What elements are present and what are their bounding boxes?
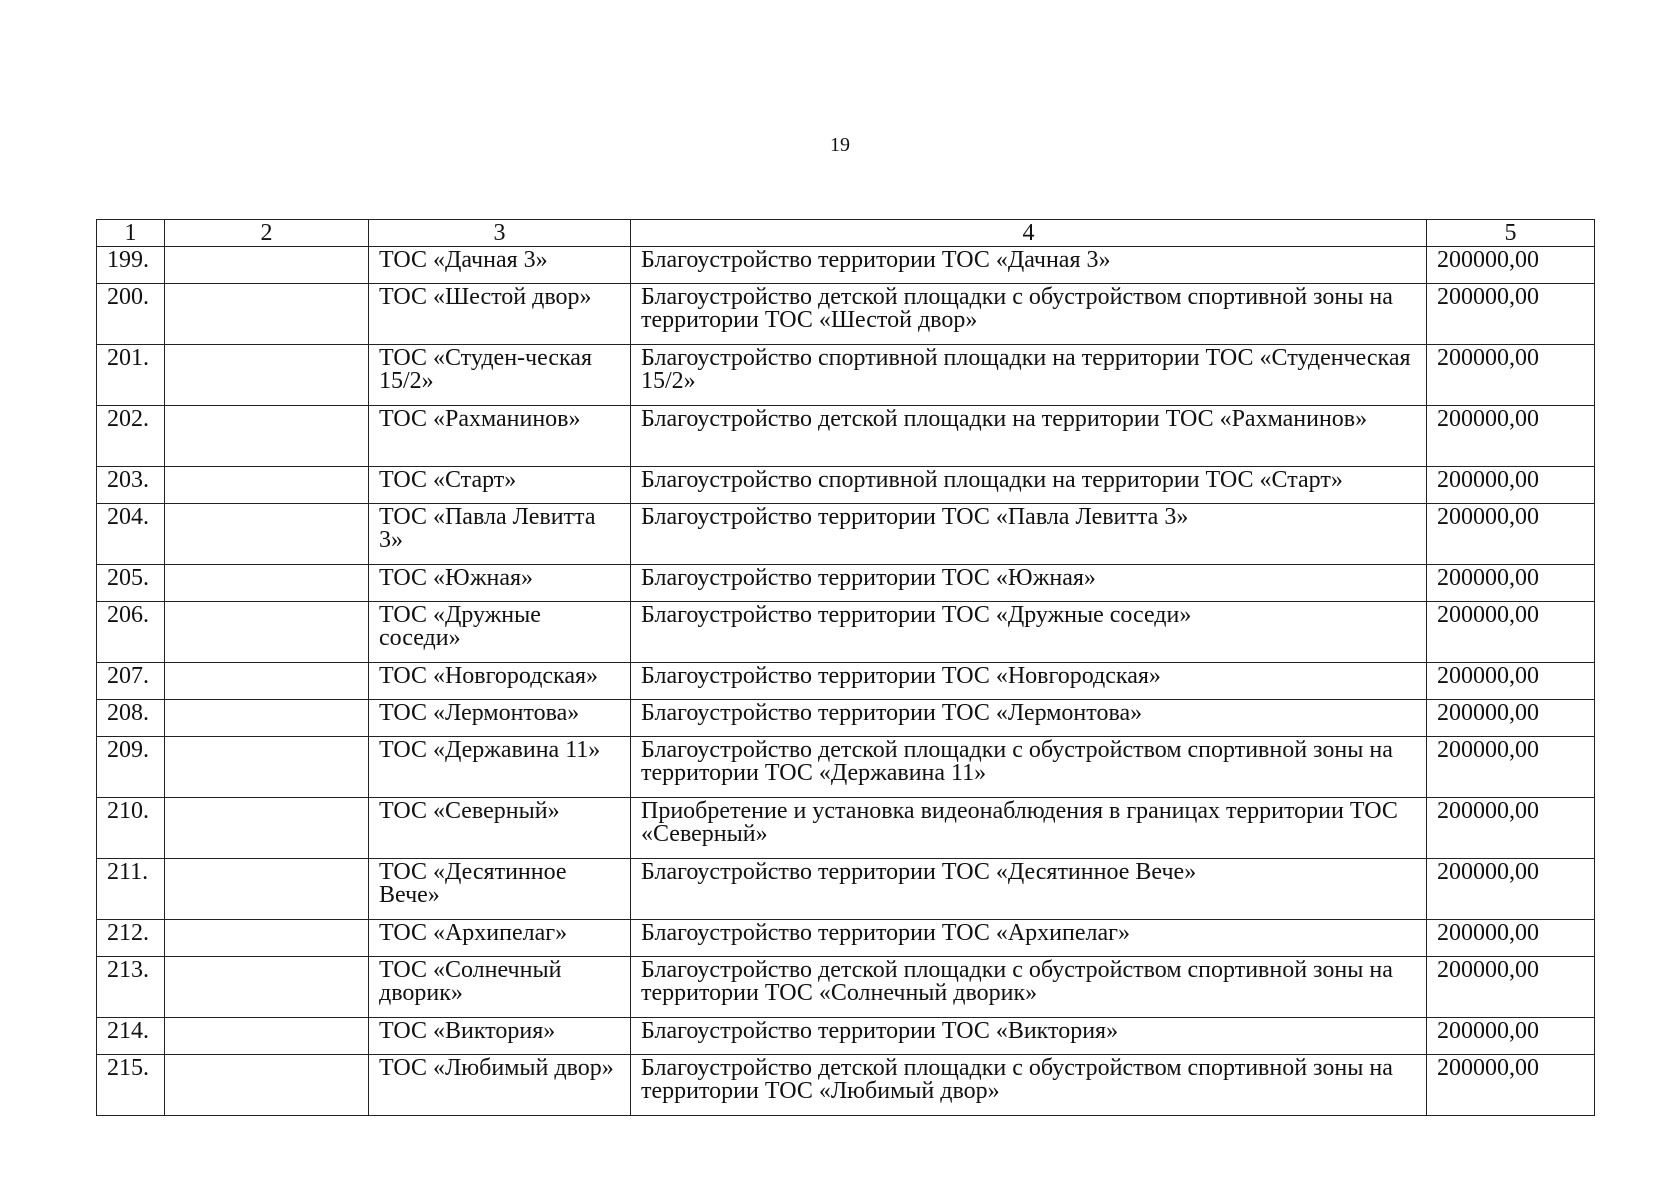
row-description: Благоустройство территории ТОС «Дачная 3» — [631, 247, 1427, 284]
row-amount: 200000,00 — [1427, 957, 1595, 1018]
row-description: Благоустройство детской площадки с обустройством спортивной зоны на территории ТОС «Солнечный дворик» — [631, 957, 1427, 1018]
row-amount: 200000,00 — [1427, 700, 1595, 737]
table-row — [97, 920, 1595, 957]
row-tos-name: ТОС «Павла Левитта 3» — [369, 504, 631, 565]
row-tos-name: ТОС «Архипелаг» — [369, 920, 631, 957]
table-row — [97, 504, 1595, 565]
row-number: 201. — [97, 345, 165, 406]
row-tos-name: ТОС «Лермонтова» — [369, 700, 631, 737]
row-description: Благоустройство спортивной площадки на территории ТОС «Студенческая 15/2» — [631, 345, 1427, 406]
row-col2 — [165, 700, 369, 737]
table-row — [97, 345, 1595, 406]
row-amount: 200000,00 — [1427, 565, 1595, 602]
row-col2 — [165, 467, 369, 504]
header-col-2: 2 — [165, 220, 369, 247]
table-body — [97, 247, 1595, 1116]
row-tos-name: ТОС «Любимый двор» — [369, 1055, 631, 1116]
table-row — [97, 565, 1595, 602]
table-row — [97, 663, 1595, 700]
row-amount: 200000,00 — [1427, 663, 1595, 700]
row-col2 — [165, 859, 369, 920]
table-row — [97, 1018, 1595, 1055]
row-amount: 200000,00 — [1427, 406, 1595, 467]
row-description: Благоустройство детской площадки на территории ТОС «Рахманинов» — [631, 406, 1427, 467]
row-tos-name: ТОС «Державина 11» — [369, 737, 631, 798]
row-col2 — [165, 247, 369, 284]
row-description: Благоустройство территории ТОС «Лермонтова» — [631, 700, 1427, 737]
row-number: 208. — [97, 700, 165, 737]
row-tos-name: ТОС «Южная» — [369, 565, 631, 602]
row-description: Благоустройство территории ТОС «Новгородская» — [631, 663, 1427, 700]
table-row — [97, 700, 1595, 737]
row-col2 — [165, 798, 369, 859]
row-amount: 200000,00 — [1427, 859, 1595, 920]
row-col2 — [165, 1055, 369, 1116]
row-amount: 200000,00 — [1427, 504, 1595, 565]
row-col2 — [165, 920, 369, 957]
row-col2 — [165, 504, 369, 565]
table-row — [97, 798, 1595, 859]
row-description: Благоустройство территории ТОС «Дружные соседи» — [631, 602, 1427, 663]
row-amount: 200000,00 — [1427, 1018, 1595, 1055]
table-row — [97, 1055, 1595, 1116]
row-description: Благоустройство территории ТОС «Архипелаг» — [631, 920, 1427, 957]
page-number: 19 — [830, 134, 850, 156]
row-description: Благоустройство территории ТОС «Павла Левитта 3» — [631, 504, 1427, 565]
row-number: 207. — [97, 663, 165, 700]
row-tos-name: ТОС «Дружные соседи» — [369, 602, 631, 663]
row-col2 — [165, 957, 369, 1018]
row-col2 — [165, 345, 369, 406]
row-description: Благоустройство спортивной площадки на территории ТОС «Старт» — [631, 467, 1427, 504]
row-number: 205. — [97, 565, 165, 602]
row-description: Благоустройство территории ТОС «Десятинное Вече» — [631, 859, 1427, 920]
row-col2 — [165, 406, 369, 467]
row-number: 204. — [97, 504, 165, 565]
table-row — [97, 247, 1595, 284]
table-row — [97, 602, 1595, 663]
row-col2 — [165, 284, 369, 345]
row-number: 199. — [97, 247, 165, 284]
row-description: Благоустройство территории ТОС «Южная» — [631, 565, 1427, 602]
row-col2 — [165, 1018, 369, 1055]
table-row — [97, 859, 1595, 920]
table-row — [97, 957, 1595, 1018]
row-tos-name: ТОС «Виктория» — [369, 1018, 631, 1055]
row-tos-name: ТОС «Десятинное Вече» — [369, 859, 631, 920]
row-description: Приобретение и установка видеонаблюдения в границах территории ТОС «Северный» — [631, 798, 1427, 859]
row-tos-name: ТОС «Новгородская» — [369, 663, 631, 700]
table-header — [97, 220, 1595, 247]
row-number: 212. — [97, 920, 165, 957]
row-amount: 200000,00 — [1427, 798, 1595, 859]
row-number: 211. — [97, 859, 165, 920]
row-description: Благоустройство детской площадки с обустройством спортивной зоны на территории ТОС «Любимый двор» — [631, 1055, 1427, 1116]
row-tos-name: ТОС «Солнечный дворик» — [369, 957, 631, 1018]
row-description: Благоустройство детской площадки с обустройством спортивной зоны на территории ТОС «Державина 11» — [631, 737, 1427, 798]
header-col-5: 5 — [1427, 220, 1595, 247]
row-amount: 200000,00 — [1427, 737, 1595, 798]
row-amount: 200000,00 — [1427, 247, 1595, 284]
row-number: 214. — [97, 1018, 165, 1055]
row-description: Благоустройство территории ТОС «Виктория» — [631, 1018, 1427, 1055]
row-tos-name: ТОС «Шестой двор» — [369, 284, 631, 345]
row-amount: 200000,00 — [1427, 920, 1595, 957]
row-col2 — [165, 663, 369, 700]
row-number: 209. — [97, 737, 165, 798]
row-number: 202. — [97, 406, 165, 467]
row-amount: 200000,00 — [1427, 602, 1595, 663]
header-row — [97, 220, 1595, 247]
row-tos-name: ТОС «Дачная 3» — [369, 247, 631, 284]
row-amount: 200000,00 — [1427, 345, 1595, 406]
header-col-1: 1 — [97, 220, 165, 247]
row-number: 206. — [97, 602, 165, 663]
row-col2 — [165, 565, 369, 602]
row-col2 — [165, 737, 369, 798]
row-number: 215. — [97, 1055, 165, 1116]
row-description: Благоустройство детской площадки с обустройством спортивной зоны на территории ТОС «Шестой двор» — [631, 284, 1427, 345]
row-tos-name: ТОС «Старт» — [369, 467, 631, 504]
row-number: 210. — [97, 798, 165, 859]
row-amount: 200000,00 — [1427, 284, 1595, 345]
header-col-4: 4 — [631, 220, 1427, 247]
row-number: 203. — [97, 467, 165, 504]
table-row — [97, 467, 1595, 504]
table-row — [97, 284, 1595, 345]
row-tos-name: ТОС «Рахманинов» — [369, 406, 631, 467]
row-tos-name: ТОС «Северный» — [369, 798, 631, 859]
projects-table — [96, 219, 1595, 1116]
row-amount: 200000,00 — [1427, 1055, 1595, 1116]
row-col2 — [165, 602, 369, 663]
table-row — [97, 737, 1595, 798]
row-number: 213. — [97, 957, 165, 1018]
row-amount: 200000,00 — [1427, 467, 1595, 504]
table-row — [97, 406, 1595, 467]
row-number: 200. — [97, 284, 165, 345]
row-tos-name: ТОС «Студен-ческая 15/2» — [369, 345, 631, 406]
header-col-3: 3 — [369, 220, 631, 247]
